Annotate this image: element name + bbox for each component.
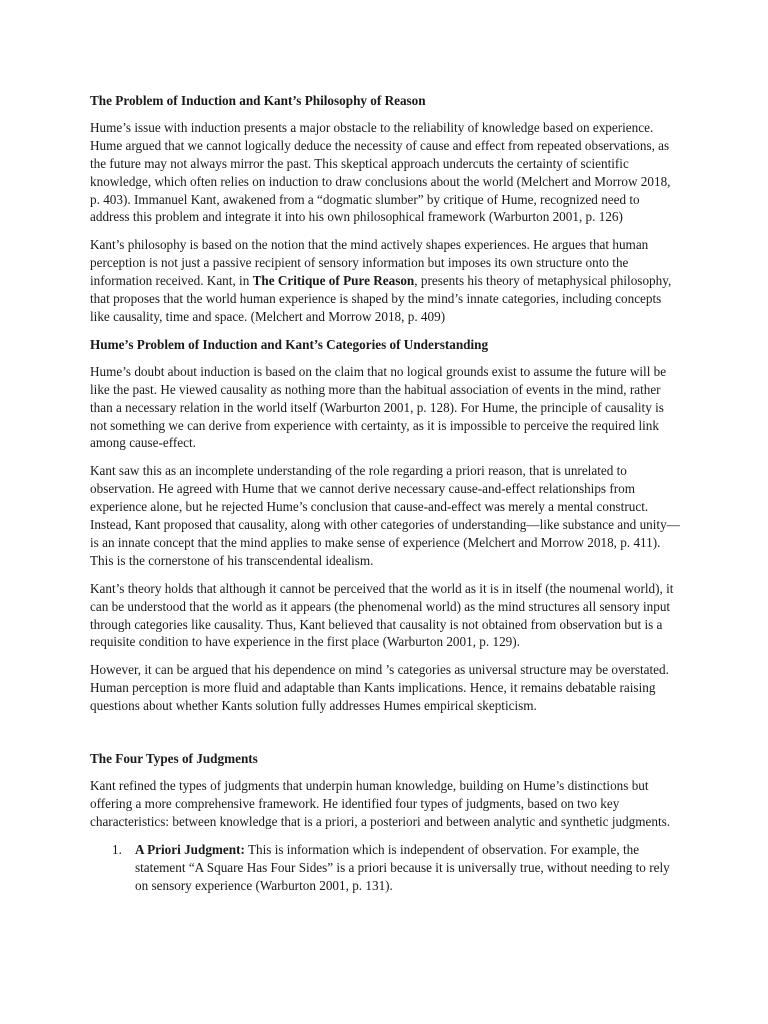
judgment-list (90, 841, 680, 895)
section-spacer (90, 725, 680, 750)
list-number: 1. (112, 841, 122, 857)
paragraph-text: , presents his theory of metaphysical philosophy, that proposes that the world human experience is shaped by the mind’s innate categories, including concepts like causality, time and space. (Melchert and Morrow 2018, p. 409) (90, 273, 672, 324)
paragraph: Hume’s doubt about induction is based on the claim that no logical grounds exist to assume the future will be like the past. He viewed causality as nothing more than the habitual association of events in the mind, rather than a necessary relation in the world itself (Warburton 2001, p. 128). For Hume, the principle of causality is not something we can derive from experience with certainty, as it is impossible to perceive the required link among cause-effect. (90, 363, 667, 451)
paragraph: Kant refined the types of judgments that underpin human knowledge, building on Hume’s distinctions but offering a more comprehensive framework. He identified four types of judgments, based on two key characteristics: between knowledge that is a priori, a posteriori and between analytic and synthetic judgments. (90, 778, 671, 829)
paragraph: Kant saw this as an incomplete understanding of the role regarding a priori reason, that is unrelated to observation. He agreed with Hume that we cannot derive necessary cause-and-effect relationships from experience alone, but he rejected Hume’s conclusion that cause-and-effect was merely a mental construct. Instead, Kant proposed that causality, along with other categories of understanding—like substance and unity—is an innate concept that the mind applies to make sense of experience (Melchert and Morrow 2018, p. 411). This is the cornerstone of his transcendental idealism. (90, 463, 680, 568)
book-title: The Critique of Pure Reason (252, 273, 415, 289)
paragraph-text: Kant’s philosophy is based on the notion that the mind actively shapes experiences. He argues that human perception is not just a passive recipient of sensory information but imposes its own structure onto the information received. Kant, in (90, 237, 649, 289)
paragraph: Kant’s theory holds that although it cannot be perceived that the world as it is in itself (the noumenal world), it can be understood that the world as it appears (the phenomenal world) as the mind structures all sensory input through categories like causality. Thus, Kant believed that causality is not obtained from observation but is a requisite condition to have experience in the first place (Warburton 2001, p. 129). (90, 580, 674, 650)
list-text: This is information which is independent of observation. For example, the statement “A Square Has Four Sides” is a priori because it is universally true, without needing to rely on sensory experience (Warburton 2001, p. 131). (135, 841, 670, 893)
section-heading-induction-reason: The Problem of Induction and Kant’s Philosophy of Reason (90, 93, 426, 108)
list-item (90, 841, 680, 895)
section-heading-four-judgments: The Four Types of Judgments (90, 751, 258, 767)
paragraph: Hume’s issue with induction presents a major obstacle to the reliability of knowledge based on experience. Hume argued that we cannot logically deduce the necessity of cause and effect from repeated observations, as the future may not always mirror the past. This skeptical approach undercuts the certainty of scientific knowledge, which often relies on induction to draw conclusions about the world (Melchert and Morrow 2018, p. 403). Immanuel Kant, awakened from a “dogmatic slumber” by critique of Hume, recognized need to address this problem and integrate it into his own philosophical framework (Warburton 2001, p. 126) (90, 119, 671, 225)
paragraph: However, it can be argued that his dependence on mind ’s categories as universal structure may be overstated. Human perception is more fluid and adaptable than Kants implications. Hence, it remains debatable raising questions about whether Kants solution fully addresses Humes empirical skepticism. (90, 662, 669, 714)
list-term: A Priori Judgment: (135, 841, 245, 857)
paragraph (90, 236, 680, 326)
section-heading-categories: Hume’s Problem of Induction and Kant’s Categories of Understanding (90, 336, 489, 352)
